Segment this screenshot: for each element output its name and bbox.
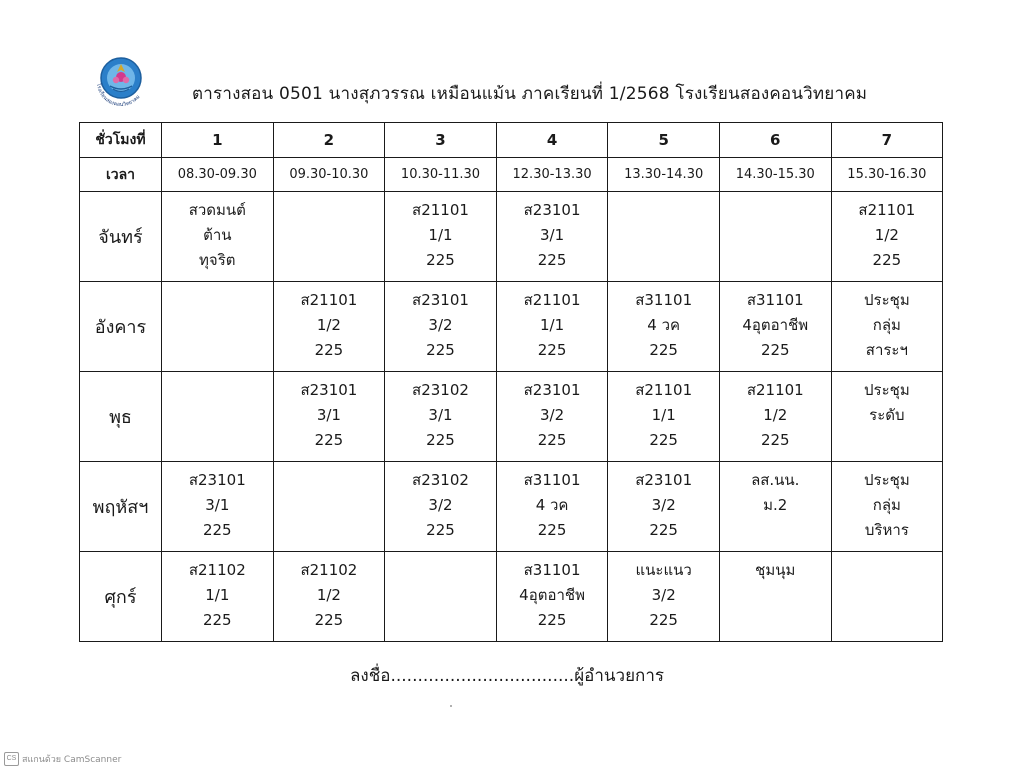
schedule-cell xyxy=(719,282,831,372)
room-number: 225 xyxy=(760,431,790,449)
schedule-cell-content xyxy=(497,192,608,273)
period-number: 3 xyxy=(385,123,497,158)
subject-code: ลส.นน. xyxy=(751,471,800,489)
class-group: 3/1 xyxy=(205,496,230,514)
schedule-cell xyxy=(273,192,385,282)
class-group: 1/2 xyxy=(316,316,341,334)
class-group: ม.2 xyxy=(763,496,788,514)
page-title: ตารางสอน 0501 นางสุภวรรณ เหมือนแม้น ภาคเรียนที่ 1/2568 โรงเรียนสองคอนวิทยาคม xyxy=(192,84,868,104)
period-time: 08.30-09.30 xyxy=(162,158,274,192)
schedule-cell-content xyxy=(720,192,831,198)
schedule-cell xyxy=(273,282,385,372)
period-number: 7 xyxy=(831,123,943,158)
schedule-cell xyxy=(162,552,274,642)
schedule-cell-content xyxy=(720,282,831,363)
room-number: 225 xyxy=(426,251,455,269)
day-row xyxy=(80,552,943,642)
room-number: 225 xyxy=(760,341,790,359)
schedule-cell-content xyxy=(832,462,943,543)
schedule-cell-content xyxy=(162,192,273,273)
schedule-cell xyxy=(496,282,608,372)
schedule-cell-content xyxy=(608,192,719,198)
subject-code: ส21101 xyxy=(300,291,358,309)
schedule-cell-content xyxy=(832,372,943,428)
schedule-cell-content xyxy=(497,282,608,363)
room-number: 225 xyxy=(649,521,678,539)
schedule-cell-content xyxy=(608,552,719,633)
class-group: 3/2 xyxy=(428,496,453,514)
class-group: ระดับ xyxy=(869,406,905,424)
room-number: 225 xyxy=(537,521,567,539)
schedule-cell xyxy=(385,282,497,372)
schedule-cell-content xyxy=(608,372,719,453)
school-logo xyxy=(90,48,152,110)
subject-code: ส31101 xyxy=(635,291,693,309)
class-group: 4อุตอาชีพ xyxy=(519,586,585,604)
subject-code: ชุมนุม xyxy=(755,561,796,579)
subject-code: สวดมนต์ xyxy=(188,201,246,219)
room-number: 225 xyxy=(649,341,678,359)
subject-code: ส31101 xyxy=(523,561,581,579)
class-group: 3/2 xyxy=(651,496,676,514)
subject-code: ส23101 xyxy=(300,381,358,399)
schedule-cell-content xyxy=(162,552,273,633)
subject-code: ประชุม xyxy=(864,471,910,489)
room-number: 225 xyxy=(314,431,344,449)
class-group: 3/2 xyxy=(651,586,676,604)
period-header-row xyxy=(80,123,943,158)
class-group: 4 วค xyxy=(535,496,569,514)
room-number: 225 xyxy=(314,341,344,359)
schedule-cell xyxy=(608,192,720,282)
day-name: จันทร์ xyxy=(80,192,162,282)
day-row xyxy=(80,282,943,372)
subject-code: ส21101 xyxy=(412,201,469,219)
subject-code: ส23102 xyxy=(412,471,469,489)
period-time: 13.30-14.30 xyxy=(608,158,720,192)
schedule-cell-content xyxy=(832,282,943,363)
room-number: 225 xyxy=(649,431,678,449)
period-number: 1 xyxy=(162,123,274,158)
class-group: กลุ่ม xyxy=(872,496,901,514)
subject-code: ส23101 xyxy=(523,381,581,399)
class-group: 3/1 xyxy=(428,406,453,424)
class-group: 1/1 xyxy=(205,586,230,604)
time-row xyxy=(80,158,943,192)
schedule-cell-content xyxy=(832,552,943,558)
schedule-cell-content xyxy=(385,462,496,543)
schedule-cell xyxy=(831,282,943,372)
schedule-cell xyxy=(719,552,831,642)
schedule-cell xyxy=(831,462,943,552)
room-number: 225 xyxy=(202,611,232,629)
day-name: อังคาร xyxy=(80,282,162,372)
schedule-cell-content xyxy=(497,372,608,453)
schedule-cell xyxy=(385,192,497,282)
schedule-cell-content xyxy=(385,552,496,558)
schedule-cell-content xyxy=(497,462,608,543)
class-group: 1/1 xyxy=(651,406,676,424)
schedule-cell-content xyxy=(720,372,831,453)
schedule-cell-content xyxy=(274,552,385,633)
subject-code: ส23101 xyxy=(188,471,246,489)
subject-code: ส21101 xyxy=(858,201,916,219)
schedule-cell xyxy=(719,462,831,552)
subject-code: ส23101 xyxy=(412,291,469,309)
period-number: 6 xyxy=(719,123,831,158)
subject-code: ประชุม xyxy=(864,381,910,399)
schedule-cell-content xyxy=(274,192,385,198)
schedule-cell-content xyxy=(608,282,719,363)
time-header-label: เวลา xyxy=(80,158,162,192)
class-group: กลุ่ม xyxy=(872,316,901,334)
period-time: 15.30-16.30 xyxy=(831,158,943,192)
schedule-cell-content xyxy=(162,462,273,543)
period-time: 10.30-11.30 xyxy=(385,158,497,192)
schedule-cell-content xyxy=(497,552,608,633)
schedule-cell xyxy=(385,462,497,552)
room-number: 225 xyxy=(537,341,567,359)
schedule-cell-content xyxy=(274,462,385,468)
period-number: 4 xyxy=(496,123,608,158)
day-name: พฤหัสฯ xyxy=(80,462,162,552)
subject-code: ส31101 xyxy=(746,291,804,309)
class-group: 3/2 xyxy=(428,316,453,334)
class-group: 1/2 xyxy=(874,226,899,244)
schedule-cell xyxy=(385,552,497,642)
subject-code: ส21101 xyxy=(523,291,581,309)
day-row xyxy=(80,462,943,552)
day-row xyxy=(80,372,943,462)
room-number: 225 xyxy=(426,431,455,449)
room-number: 225 xyxy=(872,251,902,269)
day-name: พุธ xyxy=(80,372,162,462)
schedule-cell-content xyxy=(608,462,719,543)
room-number: 225 xyxy=(537,251,567,269)
signature-line: ลงชื่อ..................................ผู้อำนวยการ xyxy=(350,666,665,686)
period-time: 09.30-10.30 xyxy=(273,158,385,192)
schedule-cell xyxy=(496,462,608,552)
logo-text: โรงเรียนสองคอนวิทยาคม xyxy=(95,82,142,109)
schedule-cell xyxy=(496,552,608,642)
period-time: 12.30-13.30 xyxy=(496,158,608,192)
camscanner-icon: CS xyxy=(4,752,19,766)
schedule-cell-content xyxy=(720,552,831,583)
schedule-cell xyxy=(719,192,831,282)
schedule-cell xyxy=(162,282,274,372)
schedule-cell xyxy=(608,372,720,462)
subject-code: ส23101 xyxy=(523,201,581,219)
schedule-cell-content xyxy=(162,282,273,288)
schedule-cell xyxy=(831,552,943,642)
period-number: 2 xyxy=(273,123,385,158)
schedule-cell xyxy=(162,192,274,282)
room-number: ทุจริต xyxy=(199,251,236,269)
schedule-cell xyxy=(831,192,943,282)
schedule-cell xyxy=(496,372,608,462)
class-group: 3/1 xyxy=(540,226,565,244)
schedule-cell-content xyxy=(385,192,496,273)
room-number: สาระฯ xyxy=(865,341,908,359)
schedule-cell xyxy=(831,372,943,462)
scanner-footer xyxy=(4,752,121,766)
schedule-cell xyxy=(608,462,720,552)
period-number: 5 xyxy=(608,123,720,158)
subject-code: ส31101 xyxy=(523,471,581,489)
schedule-cell xyxy=(496,192,608,282)
schedule-cell xyxy=(608,282,720,372)
subject-code: ประชุม xyxy=(864,291,910,309)
day-row xyxy=(80,192,943,282)
room-number: 225 xyxy=(649,611,678,629)
subject-code: ส21102 xyxy=(300,561,358,579)
schedule-cell-content xyxy=(720,462,831,518)
schedule-cell-content xyxy=(162,372,273,378)
period-header-label: ชั่วโมงที่ xyxy=(80,123,162,158)
room-number: 225 xyxy=(426,521,455,539)
schedule-cell xyxy=(385,372,497,462)
schedule-cell xyxy=(273,552,385,642)
room-number: 225 xyxy=(202,521,232,539)
schedule-cell-content xyxy=(832,192,943,273)
class-group: 3/1 xyxy=(316,406,341,424)
schedule-cell-content xyxy=(274,372,385,453)
schedule-cell-content xyxy=(385,282,496,363)
schedule-cell xyxy=(273,462,385,552)
class-group: 4อุตอาชีพ xyxy=(742,316,809,334)
subject-code: ส21101 xyxy=(635,381,693,399)
room-number: 225 xyxy=(537,611,567,629)
schedule-cell-content xyxy=(274,282,385,363)
schedule-cell xyxy=(162,462,274,552)
subject-code: ส21101 xyxy=(746,381,804,399)
schedule-cell xyxy=(608,552,720,642)
class-group: 1/1 xyxy=(428,226,453,244)
room-number: บริหาร xyxy=(864,521,909,539)
class-group: ต้าน xyxy=(203,226,232,244)
subject-code: แนะแนว xyxy=(635,561,692,579)
class-group: 1/2 xyxy=(316,586,341,604)
room-number: 225 xyxy=(314,611,344,629)
scanner-footer-text: สแกนด้วย CamScanner xyxy=(22,755,122,765)
schedule-cell xyxy=(719,372,831,462)
schedule-cell xyxy=(162,372,274,462)
room-number: 225 xyxy=(537,431,567,449)
subject-code: ส23101 xyxy=(635,471,693,489)
day-name: ศุกร์ xyxy=(80,552,162,642)
schedule-cell-content xyxy=(385,372,496,453)
subject-code: ส23102 xyxy=(412,381,469,399)
class-group: 3/2 xyxy=(540,406,565,424)
schedule-cell xyxy=(273,372,385,462)
scan-speck xyxy=(450,705,452,707)
room-number: 225 xyxy=(426,341,455,359)
class-group: 1/1 xyxy=(540,316,565,334)
class-group: 1/2 xyxy=(763,406,788,424)
class-group: 4 วค xyxy=(647,316,681,334)
subject-code: ส21102 xyxy=(188,561,246,579)
period-time: 14.30-15.30 xyxy=(719,158,831,192)
timetable xyxy=(79,122,943,642)
